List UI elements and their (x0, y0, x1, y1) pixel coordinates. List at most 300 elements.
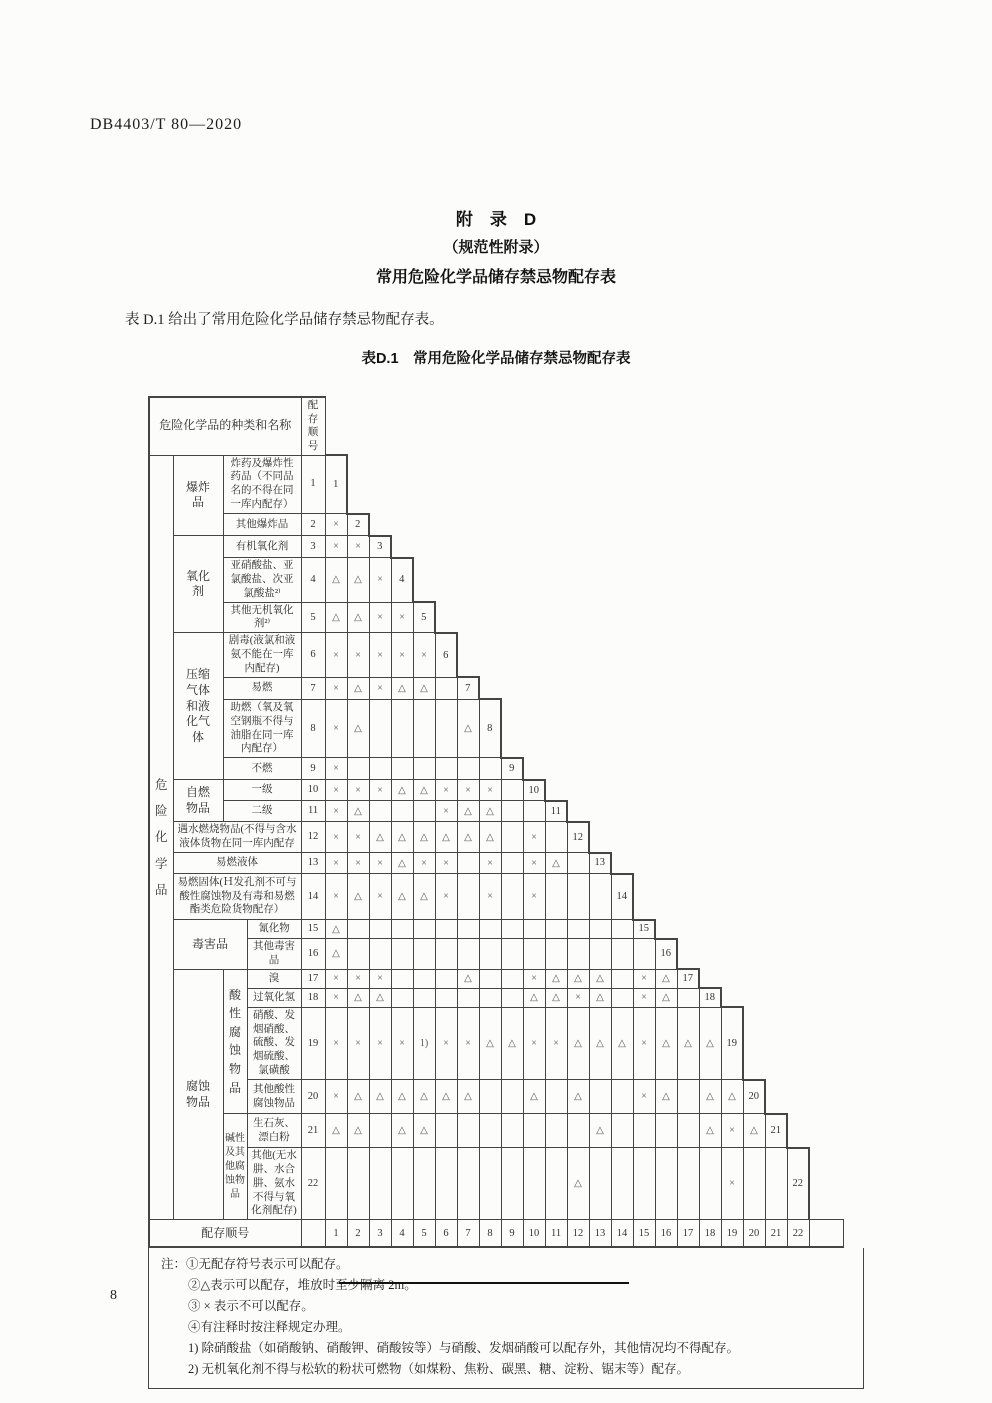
intro-text: 表 D.1 给出了常用危险化学品储存禁忌物配存表。 (125, 312, 444, 328)
matrix-cell-15-10 (523, 920, 545, 939)
diagonal-cell-2: 2 (347, 514, 369, 536)
matrix-cell-16-8 (479, 939, 501, 970)
matrix-cell-15-3 (369, 920, 391, 939)
matrix-cell-8-6 (435, 699, 457, 757)
matrix-cell-19-5: 1) (413, 1007, 435, 1079)
bottom-seq-16: 16 (655, 1220, 677, 1248)
matrix-cell-8-2: △ (347, 699, 369, 757)
matrix-cell-14-7 (457, 874, 479, 920)
seq-number-2: 2 (301, 514, 325, 536)
diagonal-cell-4: 4 (391, 558, 413, 603)
matrix-cell-21-5: △ (413, 1114, 435, 1148)
item-label-11: 二级 (223, 801, 301, 822)
bottom-seq-3: 3 (369, 1220, 391, 1248)
matrix-cell-14-10: × (523, 874, 545, 920)
matrix-cell-17-3: × (369, 969, 391, 988)
matrix-cell-12-2: × (347, 822, 369, 853)
matrix-cell-16-9 (501, 939, 523, 970)
item-label-6: 剧毒(液氯和液氨不能在一库内配存) (223, 633, 301, 678)
matrix-cell-11-2: △ (347, 801, 369, 822)
appendix-subtitle: （规范性附录） (443, 239, 549, 256)
seq-number-1: 1 (301, 455, 325, 513)
hazchem-side-label: 危险化学品 (149, 455, 173, 1220)
matrix-cell-6-5: × (413, 633, 435, 678)
item-label-8: 助燃（氧及氧空钢瓶不得与油脂在同一库内配存） (223, 699, 301, 757)
table-row-15 (149, 920, 843, 939)
matrix-cell-13-12 (567, 853, 589, 874)
bottom-seq-5: 5 (413, 1220, 435, 1248)
diagonal-cell-3: 3 (369, 536, 391, 558)
matrix-cell-21-16 (655, 1114, 677, 1148)
table-row-22 (149, 1148, 843, 1220)
seq-number-20: 20 (301, 1080, 325, 1114)
matrix-cell-12-6: △ (435, 822, 457, 853)
table-row-6 (149, 633, 843, 678)
matrix-cell-17-9 (501, 969, 523, 988)
matrix-cell-22-8 (479, 1148, 501, 1220)
matrix-cell-6-1: × (325, 633, 347, 678)
matrix-cell-18-10: △ (523, 988, 545, 1007)
diagonal-cell-13: 13 (589, 853, 611, 874)
matrix-cell-17-14 (611, 969, 633, 988)
matrix-cell-13-1: × (325, 853, 347, 874)
matrix-cell-15-1: △ (325, 920, 347, 939)
matrix-cell-16-11 (545, 939, 567, 970)
bottom-seq-7: 7 (457, 1220, 479, 1248)
matrix-cell-19-6: × (435, 1007, 457, 1079)
matrix-cell-22-4 (391, 1148, 413, 1220)
matrix-cell-20-6: △ (435, 1080, 457, 1114)
matrix-cell-13-11: △ (545, 853, 567, 874)
matrix-cell-18-4 (391, 988, 413, 1007)
bottom-seq-label: 配存顺号 (149, 1220, 301, 1248)
seq-number-4: 4 (301, 558, 325, 603)
matrix-cell-17-1: × (325, 969, 347, 988)
matrix-cell-5-2: △ (347, 602, 369, 633)
item-label-19: 硝酸、发烟硝酸、硫酸、发烟硫酸、氯磺酸 (247, 1007, 301, 1079)
matrix-cell-3-1: × (325, 536, 347, 558)
matrix-cell-20-16: △ (655, 1080, 677, 1114)
matrix-cell-9-6 (435, 758, 457, 780)
matrix-cell-16-12 (567, 939, 589, 970)
matrix-cell-12-3: △ (369, 822, 391, 853)
bottom-seq-6: 6 (435, 1220, 457, 1248)
matrix-cell-12-5: △ (413, 822, 435, 853)
matrix-cell-18-5 (413, 988, 435, 1007)
matrix-cell-20-7: △ (457, 1080, 479, 1114)
matrix-cell-20-8 (479, 1080, 501, 1114)
matrix-cell-14-1: × (325, 874, 347, 920)
matrix-cell-11-4 (391, 801, 413, 822)
matrix-cell-20-11 (545, 1080, 567, 1114)
table-row-1 (149, 455, 843, 513)
header-row (149, 397, 843, 455)
matrix-cell-7-2: △ (347, 677, 369, 699)
matrix-cell-8-7: △ (457, 699, 479, 757)
bottom-seq-17: 17 (677, 1220, 699, 1248)
table-caption: 表D.1 常用危险化学品储存禁忌物配存表 (361, 351, 631, 367)
table-row-14 (149, 874, 843, 920)
subgroup-label-17: 酸性腐蚀物品 (223, 969, 247, 1113)
item-label-5: 其他无机氧化剂²⁾ (223, 602, 301, 633)
matrix-cell-15-9 (501, 920, 523, 939)
item-label-15: 氰化物 (247, 920, 301, 939)
matrix-cell-16-2 (347, 939, 369, 970)
matrix-cell-11-10 (523, 801, 545, 822)
matrix-cell-18-17 (677, 988, 699, 1007)
matrix-cell-17-8 (479, 969, 501, 988)
matrix-cell-15-4 (391, 920, 413, 939)
matrix-cell-20-13 (589, 1080, 611, 1114)
seq-number-14: 14 (301, 874, 325, 920)
item-label-17: 溴 (247, 969, 301, 988)
matrix-cell-12-11 (545, 822, 567, 853)
matrix-cell-18-3: △ (369, 988, 391, 1007)
diagonal-cell-15: 15 (633, 920, 655, 939)
matrix-cell-14-13 (589, 874, 611, 920)
matrix-cell-10-2: × (347, 780, 369, 801)
matrix-cell-5-1: △ (325, 602, 347, 633)
matrix-cell-22-5 (413, 1148, 435, 1220)
bottom-seq-15: 15 (633, 1220, 655, 1248)
matrix-cell-13-4: △ (391, 853, 413, 874)
bottom-seq-22: 22 (787, 1220, 809, 1248)
table-row-20 (149, 1080, 843, 1114)
matrix-cell-22-9 (501, 1148, 523, 1220)
matrix-cell-11-3 (369, 801, 391, 822)
matrix-cell-15-6 (435, 920, 457, 939)
table-row-10 (149, 780, 843, 801)
seq-number-17: 17 (301, 969, 325, 988)
matrix-cell-11-1: × (325, 801, 347, 822)
matrix-cell-12-7: △ (457, 822, 479, 853)
matrix-cell-22-10 (523, 1148, 545, 1220)
matrix-cell-15-12 (567, 920, 589, 939)
matrix-cell-9-5 (413, 758, 435, 780)
bottom-seq-18: 18 (699, 1220, 721, 1248)
matrix-cell-20-17 (677, 1080, 699, 1114)
appendix-heading: 常用危险化学品储存禁忌物配存表 (375, 269, 616, 286)
note-line-6: 2) 无机氧化剂不得与松软的粉状可燃物（如煤粉、焦粉、碳黑、糖、淀粉、锯末等）配存。 (188, 1362, 690, 1377)
matrix-cell-19-2: × (347, 1007, 369, 1079)
matrix-cell-15-2 (347, 920, 369, 939)
matrix-cell-16-3 (369, 939, 391, 970)
matrix-cell-14-3: × (369, 874, 391, 920)
matrix-cell-18-16: △ (655, 988, 677, 1007)
matrix-cell-22-15 (633, 1148, 655, 1220)
matrix-cell-13-8: × (479, 853, 501, 874)
note-line-3: ③ × 表示不可以配存。 (188, 1299, 314, 1314)
compat-table-area (148, 396, 845, 1389)
matrix-cell-12-4: △ (391, 822, 413, 853)
matrix-cell-10-8: × (479, 780, 501, 801)
seq-number-10: 10 (301, 780, 325, 801)
item-label-10: 一级 (223, 780, 301, 801)
matrix-cell-19-15: × (633, 1007, 655, 1079)
matrix-cell-16-15 (633, 939, 655, 970)
group-label-17: 腐蚀物品 (173, 969, 223, 1220)
item-label-1: 炸药及爆炸性药品（不同品名的不得在同一库内配存） (223, 455, 301, 513)
subgroup-label-21: 碱性及其他腐蚀物品 (223, 1114, 247, 1220)
matrix-cell-18-13: △ (589, 988, 611, 1007)
matrix-cell-17-15: × (633, 969, 655, 988)
matrix-cell-22-20 (743, 1148, 765, 1220)
matrix-cell-14-4: △ (391, 874, 413, 920)
seq-number-5: 5 (301, 602, 325, 633)
matrix-cell-13-3: × (369, 853, 391, 874)
matrix-cell-10-7: × (457, 780, 479, 801)
matrix-cell-22-3 (369, 1148, 391, 1220)
item-label-2: 其他爆炸品 (223, 514, 301, 536)
matrix-cell-15-13 (589, 920, 611, 939)
matrix-cell-10-1: × (325, 780, 347, 801)
matrix-cell-4-2: △ (347, 558, 369, 603)
matrix-cell-20-4: △ (391, 1080, 413, 1114)
item-label-20: 其他酸性腐蚀物品 (247, 1080, 301, 1114)
matrix-cell-7-3: × (369, 677, 391, 699)
group-label-10: 自燃物品 (173, 780, 223, 822)
matrix-cell-22-1 (325, 1148, 347, 1220)
matrix-cell-21-9 (501, 1114, 523, 1148)
matrix-cell-18-6 (435, 988, 457, 1007)
seq-number-3: 3 (301, 536, 325, 558)
table-row-3 (149, 536, 843, 558)
seq-number-15: 15 (301, 920, 325, 939)
notes-box (148, 1248, 864, 1389)
matrix-cell-21-7 (457, 1114, 479, 1148)
matrix-cell-6-4: × (391, 633, 413, 678)
matrix-cell-15-8 (479, 920, 501, 939)
matrix-cell-20-1: × (325, 1080, 347, 1114)
seq-number-8: 8 (301, 699, 325, 757)
matrix-cell-8-5 (413, 699, 435, 757)
seq-number-7: 7 (301, 677, 325, 699)
matrix-cell-19-8: △ (479, 1007, 501, 1079)
diagonal-cell-16: 16 (655, 939, 677, 970)
matrix-cell-12-10: × (523, 822, 545, 853)
corner-header: 危险化学品的种类和名称 (149, 397, 301, 455)
diagonal-cell-14: 14 (611, 874, 633, 920)
diagonal-cell-18: 18 (699, 988, 721, 1007)
matrix-cell-14-6: × (435, 874, 457, 920)
table-row-12 (149, 822, 843, 853)
matrix-cell-19-12: △ (567, 1007, 589, 1079)
matrix-cell-7-6 (435, 677, 457, 699)
matrix-cell-19-18: △ (699, 1007, 721, 1079)
matrix-cell-14-5: △ (413, 874, 435, 920)
matrix-cell-21-4: △ (391, 1114, 413, 1148)
seq-number-12: 12 (301, 822, 325, 853)
bottom-seq-2: 2 (347, 1220, 369, 1248)
diagonal-cell-1: 1 (325, 455, 347, 513)
matrix-cell-21-11 (545, 1114, 567, 1148)
matrix-cell-17-7: △ (457, 969, 479, 988)
table-row-17 (149, 969, 843, 988)
matrix-cell-22-21 (765, 1148, 787, 1220)
table-row-2 (149, 514, 843, 536)
matrix-cell-22-6 (435, 1148, 457, 1220)
table-row-16 (149, 939, 843, 970)
diagonal-cell-19: 19 (721, 1007, 743, 1079)
footer-rule (339, 1282, 629, 1284)
matrix-cell-10-4: △ (391, 780, 413, 801)
seq-number-18: 18 (301, 988, 325, 1007)
diagonal-cell-17: 17 (677, 969, 699, 988)
seq-header: 配存顺号 (301, 397, 325, 455)
matrix-cell-19-17: △ (677, 1007, 699, 1079)
bottom-seq-10: 10 (523, 1220, 545, 1248)
matrix-cell-20-10: △ (523, 1080, 545, 1114)
matrix-cell-17-6 (435, 969, 457, 988)
seq-number-13: 13 (301, 853, 325, 874)
matrix-cell-20-15: × (633, 1080, 655, 1114)
diagonal-cell-21: 21 (765, 1114, 787, 1148)
matrix-cell-20-18: △ (699, 1080, 721, 1114)
bottom-seq-13: 13 (589, 1220, 611, 1248)
matrix-cell-13-5: × (413, 853, 435, 874)
matrix-cell-21-20: △ (743, 1114, 765, 1148)
matrix-cell-18-2: △ (347, 988, 369, 1007)
note-line-1: 注：①无配存符号表示可以配存。 (161, 1257, 349, 1272)
table-row-5 (149, 602, 843, 633)
matrix-cell-8-4 (391, 699, 413, 757)
matrix-cell-16-7 (457, 939, 479, 970)
seq-number-6: 6 (301, 633, 325, 678)
table-row-4 (149, 558, 843, 603)
matrix-cell-3-2: × (347, 536, 369, 558)
matrix-cell-14-9 (501, 874, 523, 920)
matrix-cell-17-10: × (523, 969, 545, 988)
matrix-cell-4-3: × (369, 558, 391, 603)
item-label-3: 有机氧化剂 (223, 536, 301, 558)
group-label-3: 氧化剂 (173, 536, 223, 633)
matrix-cell-15-11 (545, 920, 567, 939)
matrix-cell-20-5: △ (413, 1080, 435, 1114)
matrix-cell-19-7: × (457, 1007, 479, 1079)
matrix-cell-20-3: △ (369, 1080, 391, 1114)
matrix-cell-9-2 (347, 758, 369, 780)
item-label-14: 易燃固体(Ｈ发孔剂不可与酸性腐蚀物及有毒和易燃酯类危险货物配存） (173, 874, 301, 920)
diagonal-cell-20: 20 (743, 1080, 765, 1114)
bottom-seq-19: 19 (721, 1220, 743, 1248)
matrix-cell-19-16: △ (655, 1007, 677, 1079)
matrix-cell-21-2: △ (347, 1114, 369, 1148)
diagonal-cell-11: 11 (545, 801, 567, 822)
matrix-cell-12-8: △ (479, 822, 501, 853)
seq-number-21: 21 (301, 1114, 325, 1148)
matrix-cell-22-11 (545, 1148, 567, 1220)
matrix-cell-11-6: × (435, 801, 457, 822)
matrix-cell-19-14: △ (611, 1007, 633, 1079)
matrix-cell-10-5: △ (413, 780, 435, 801)
matrix-cell-11-9 (501, 801, 523, 822)
note-line-4: ④有注释时按注释规定办理。 (188, 1320, 351, 1335)
bottom-tail-cell (809, 1220, 843, 1248)
item-label-13: 易燃液体 (173, 853, 301, 874)
matrix-cell-9-7 (457, 758, 479, 780)
bottom-seq-12: 12 (567, 1220, 589, 1248)
matrix-cell-6-2: × (347, 633, 369, 678)
matrix-cell-12-1: × (325, 822, 347, 853)
appendix-title: 附 录 D (455, 210, 537, 229)
matrix-cell-22-19: × (721, 1148, 743, 1220)
matrix-cell-21-12 (567, 1114, 589, 1148)
matrix-cell-19-3: × (369, 1007, 391, 1079)
matrix-cell-17-12: △ (567, 969, 589, 988)
matrix-cell-21-8 (479, 1114, 501, 1148)
diagonal-cell-9: 9 (501, 758, 523, 780)
item-label-16: 其他毒害品 (247, 939, 301, 970)
matrix-cell-20-19: △ (721, 1080, 743, 1114)
matrix-cell-22-13 (589, 1148, 611, 1220)
matrix-cell-18-1: × (325, 988, 347, 1007)
bottom-seq-spacer (301, 1220, 325, 1248)
matrix-cell-2-1: × (325, 514, 347, 536)
bottom-seq-20: 20 (743, 1220, 765, 1248)
matrix-cell-21-14 (611, 1114, 633, 1148)
matrix-cell-21-13: △ (589, 1114, 611, 1148)
matrix-cell-8-1: × (325, 699, 347, 757)
matrix-cell-16-5 (413, 939, 435, 970)
page-number: 8 (110, 1288, 117, 1303)
matrix-cell-17-4 (391, 969, 413, 988)
matrix-cell-19-13: △ (589, 1007, 611, 1079)
seq-number-16: 16 (301, 939, 325, 970)
matrix-cell-17-16: △ (655, 969, 677, 988)
matrix-cell-18-8 (479, 988, 501, 1007)
matrix-cell-20-2: △ (347, 1080, 369, 1114)
matrix-cell-11-7: △ (457, 801, 479, 822)
item-label-12: 遇水燃烧物品(不得与含水液体货物在同一库内配存 (173, 822, 301, 853)
matrix-cell-20-14 (611, 1080, 633, 1114)
matrix-cell-22-14 (611, 1148, 633, 1220)
matrix-cell-18-15: × (633, 988, 655, 1007)
matrix-cell-11-5 (413, 801, 435, 822)
matrix-cell-14-2: △ (347, 874, 369, 920)
matrix-cell-21-3 (369, 1114, 391, 1148)
matrix-cell-19-1: × (325, 1007, 347, 1079)
note-line-2: ②△表示可以配存，堆放时至少隔离 2m。 (188, 1278, 417, 1293)
matrix-cell-16-10 (523, 939, 545, 970)
matrix-cell-21-17 (677, 1114, 699, 1148)
matrix-cell-18-12: × (567, 988, 589, 1007)
diagonal-cell-12: 12 (567, 822, 589, 853)
item-label-22: 其他(无水肼、水合肼、氨水不得与氧化剂配存) (247, 1148, 301, 1220)
matrix-cell-18-14 (611, 988, 633, 1007)
bottom-seq-row (149, 1220, 843, 1248)
item-label-9: 不燃 (223, 758, 301, 780)
table-row-11 (149, 801, 843, 822)
doc-code: DB4403/T 80—2020 (90, 116, 243, 133)
matrix-cell-14-11 (545, 874, 567, 920)
seq-number-11: 11 (301, 801, 325, 822)
matrix-cell-20-12: △ (567, 1080, 589, 1114)
matrix-cell-14-8: × (479, 874, 501, 920)
bottom-seq-1: 1 (325, 1220, 347, 1248)
matrix-cell-7-5: △ (413, 677, 435, 699)
matrix-cell-13-6: × (435, 853, 457, 874)
table-row-7 (149, 677, 843, 699)
matrix-cell-12-9 (501, 822, 523, 853)
table-row-21 (149, 1114, 843, 1148)
compat-table (148, 396, 844, 1248)
matrix-cell-13-9 (501, 853, 523, 874)
seq-number-22: 22 (301, 1148, 325, 1220)
note-line-5: 1) 除硝酸盐（如硝酸钠、硝酸钾、硝酸铵等）与硝酸、发烟硝酸可以配存外，其他情况均不得配存。 (188, 1341, 740, 1356)
matrix-cell-18-9 (501, 988, 523, 1007)
matrix-cell-15-5 (413, 920, 435, 939)
table-row-8 (149, 699, 843, 757)
